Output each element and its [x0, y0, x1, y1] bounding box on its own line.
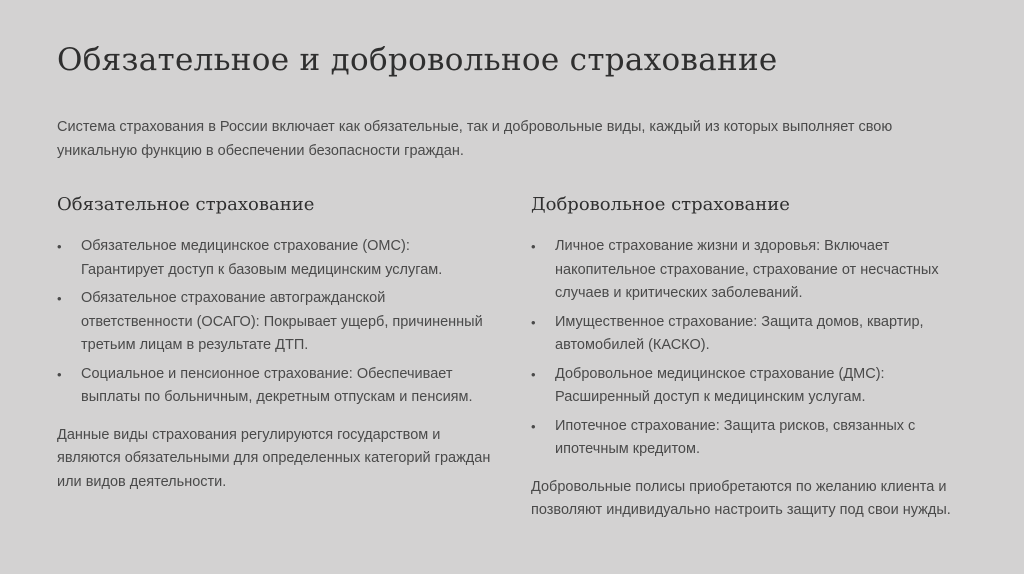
list-item-text: Личное страхование жизни и здоровья: Включает накопительное страхование, страхование от несчастных случаев и критических заболеваний. — [555, 238, 939, 301]
list-item-text: Добровольное медицинское страхование (ДМС): Расширенный доступ к медицинским услугам. — [555, 365, 885, 405]
intro-paragraph: Система страхования в России включает как обязательные, так и добровольные виды, каждый из которых выполняет свою уникальную функцию в обеспечении безопасности граждан. — [57, 119, 893, 159]
list-item — [531, 415, 971, 462]
bullet-icon: • — [531, 314, 536, 330]
list-item — [57, 235, 497, 282]
mandatory-heading: Обязательное страхование — [57, 194, 315, 215]
list-item-text: Имущественное страхование: Защита домов, квартир, автомобилей (КАСКО). — [555, 313, 924, 353]
list-item — [531, 311, 971, 358]
bullet-icon: • — [531, 418, 536, 434]
list-item — [57, 363, 497, 410]
bullet-icon: • — [531, 366, 536, 382]
mandatory-note: Данные виды страхования регулируются государством и являются обязательными для определенных категорий граждан или видов деятельности. — [57, 426, 491, 490]
bullet-icon: • — [57, 366, 62, 382]
bullet-icon: • — [531, 239, 536, 254]
page-title: Обязательное и добровольное страхование — [57, 42, 778, 78]
voluntary-insurance-column — [531, 192, 971, 523]
mandatory-insurance-column — [57, 192, 497, 494]
bullet-icon: • — [57, 239, 62, 254]
list-item-text: Обязательное страхование автогражданской ответственности (ОСАГО): Покрывает ущерб, причиненный третьим лицам в результате ДТП. — [81, 290, 483, 353]
list-item — [57, 287, 497, 358]
list-item-text: Социальное и пенсионное страхование: Обеспечивает выплаты по больничным, декретным отпускам и пенсиям. — [81, 365, 473, 405]
voluntary-note: Добровольные полисы приобретаются по желанию клиента и позволяют индивидуально настроить защиту под свои нужды. — [531, 478, 951, 518]
mandatory-list — [57, 235, 497, 410]
voluntary-list — [531, 235, 971, 462]
bullet-icon: • — [57, 291, 62, 306]
list-item — [531, 235, 971, 306]
list-item-text: Ипотечное страхование: Защита рисков, связанных с ипотечным кредитом. — [555, 417, 916, 457]
list-item-text: Обязательное медицинское страхование (ОМС): Гарантирует доступ к базовым медицинским услугам. — [81, 238, 443, 278]
voluntary-heading: Добровольное страхование — [531, 194, 790, 215]
list-item — [531, 363, 971, 410]
